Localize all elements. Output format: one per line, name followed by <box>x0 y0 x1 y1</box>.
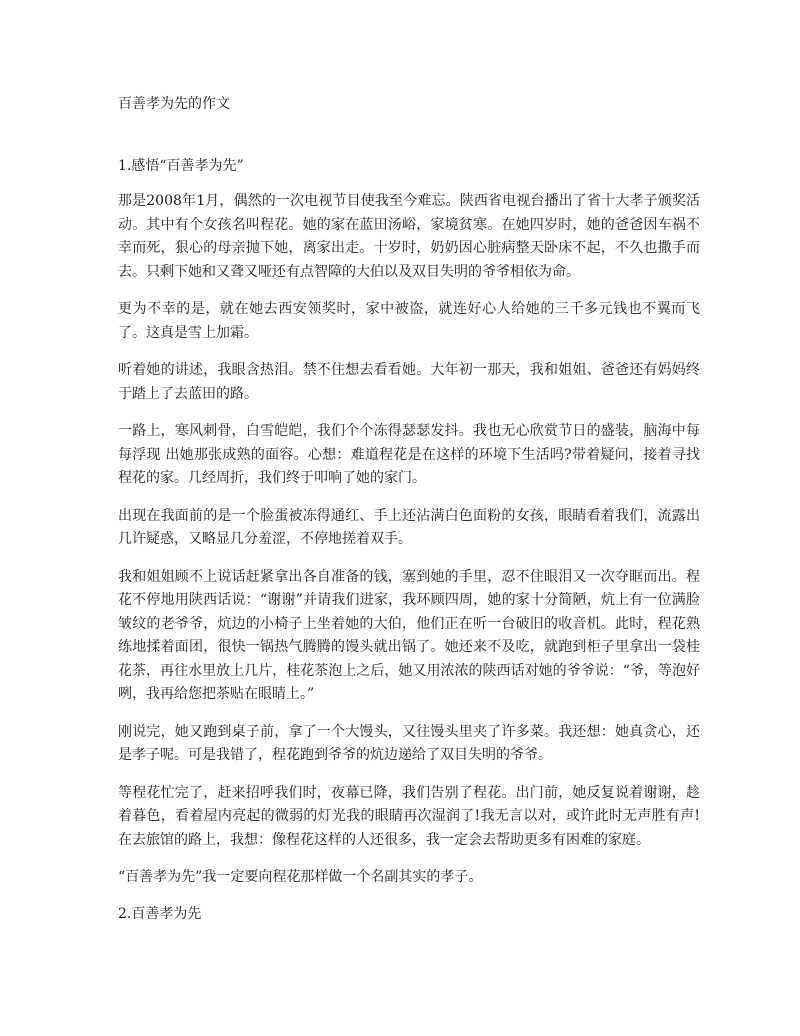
paragraph: 我和姐姐顾不上说话赶紧拿出各自准备的钱，塞到她的手里，忍不住眼泪又一次夺眶而出。程花不停地用陕西话说：“谢谢”并请我们进家，我环顾四周，她的家十分简陋，炕上有一位满脸皱纹的老爷爷，炕边的小椅子上坐着她的大伯，他们正在听一台破旧的收音机。此时，程花熟练地揉着面团，很快一锅热气腾腾的馒头就出锅了。她还来不及吃，就跑到柜子里拿出一袋桂花茶，再往水里放上几片，桂花茶泡上之后，她又用浓浓的陕西话对她的爷爷说：“爷，等泡好咧，我再给您把茶贴在眼睛上。” <box>118 568 700 702</box>
section-heading-2: 2.百善孝为先 <box>118 905 202 922</box>
paragraph: 那是2008年1月，偶然的一次电视节目使我至今难忘。陕西省电视台播出了省十大孝子颁奖活动。其中有个女孩名叫程花。她的家在蓝田汤峪，家境贫寒。在她四岁时，她的爸爸因车祸不幸而死，狠心的母亲抛下她，离家出走。十岁时，奶奶因心脏病整天卧床不起，不久也撒手而去。只剩下她和又聋又哑还有点智障的大伯以及双目失明的爷爷相依为命。 <box>118 193 700 280</box>
section-heading-1: 1.感悟“百善孝为先” <box>118 158 244 174</box>
document-title: 百善孝为先的作文 <box>118 96 230 112</box>
paragraph: 更为不幸的是，就在她去西安领奖时，家中被盗，就连好心人给她的三千多元钱也不翼而飞了。这真是雪上加霜。 <box>118 301 700 341</box>
document-body <box>118 156 700 938</box>
paragraph: 刚说完，她又跑到桌子前，拿了一个大馒头，又往馒头里夹了许多菜。我还想：她真贪心，还是孝子呢。可是我错了，程花跑到爷爷的炕边递给了双目失明的爷爷。 <box>118 723 700 763</box>
paragraph: “百善孝为先”我一定要向程花那样做一个名副其实的孝子。 <box>118 869 483 885</box>
paragraph: 等程花忙完了，赶来招呼我们时，夜幕已降，我们告别了程花。出门前，她反复说着谢谢，趁着暮色，看着屋内亮起的微弱的灯光我的眼睛再次湿润了!我无言以对，或许此时无声胜有声!在去旅馆的路上，我想：像程花这样的人还很多，我一定会去帮助更多有困难的家庭。 <box>118 784 700 848</box>
paragraph: 听着她的讲述，我眼含热泪。禁不住想去看看她。大年初一那天，我和姐姐、爸爸还有妈妈终于踏上了去蓝田的路。 <box>118 362 700 402</box>
paragraph: 一路上，寒风刺骨，白雪皑皑，我们个个冻得瑟瑟发抖。我也无心欣赏节日的盛装，脑海中每每浮现 出她那张成熟的面容。心想：难道程花是在这样的环境下生活吗?带着疑问，接着寻找程花的家。几经周折，我们终于叩响了她的家门。 <box>118 423 700 486</box>
paragraph: 出现在我面前的是一个脸蛋被冻得通红、手上还沾满白色面粉的女孩，眼睛看着我们，流露出几许疑惑，又略显几分羞涩，不停地搓着双手。 <box>118 507 700 547</box>
